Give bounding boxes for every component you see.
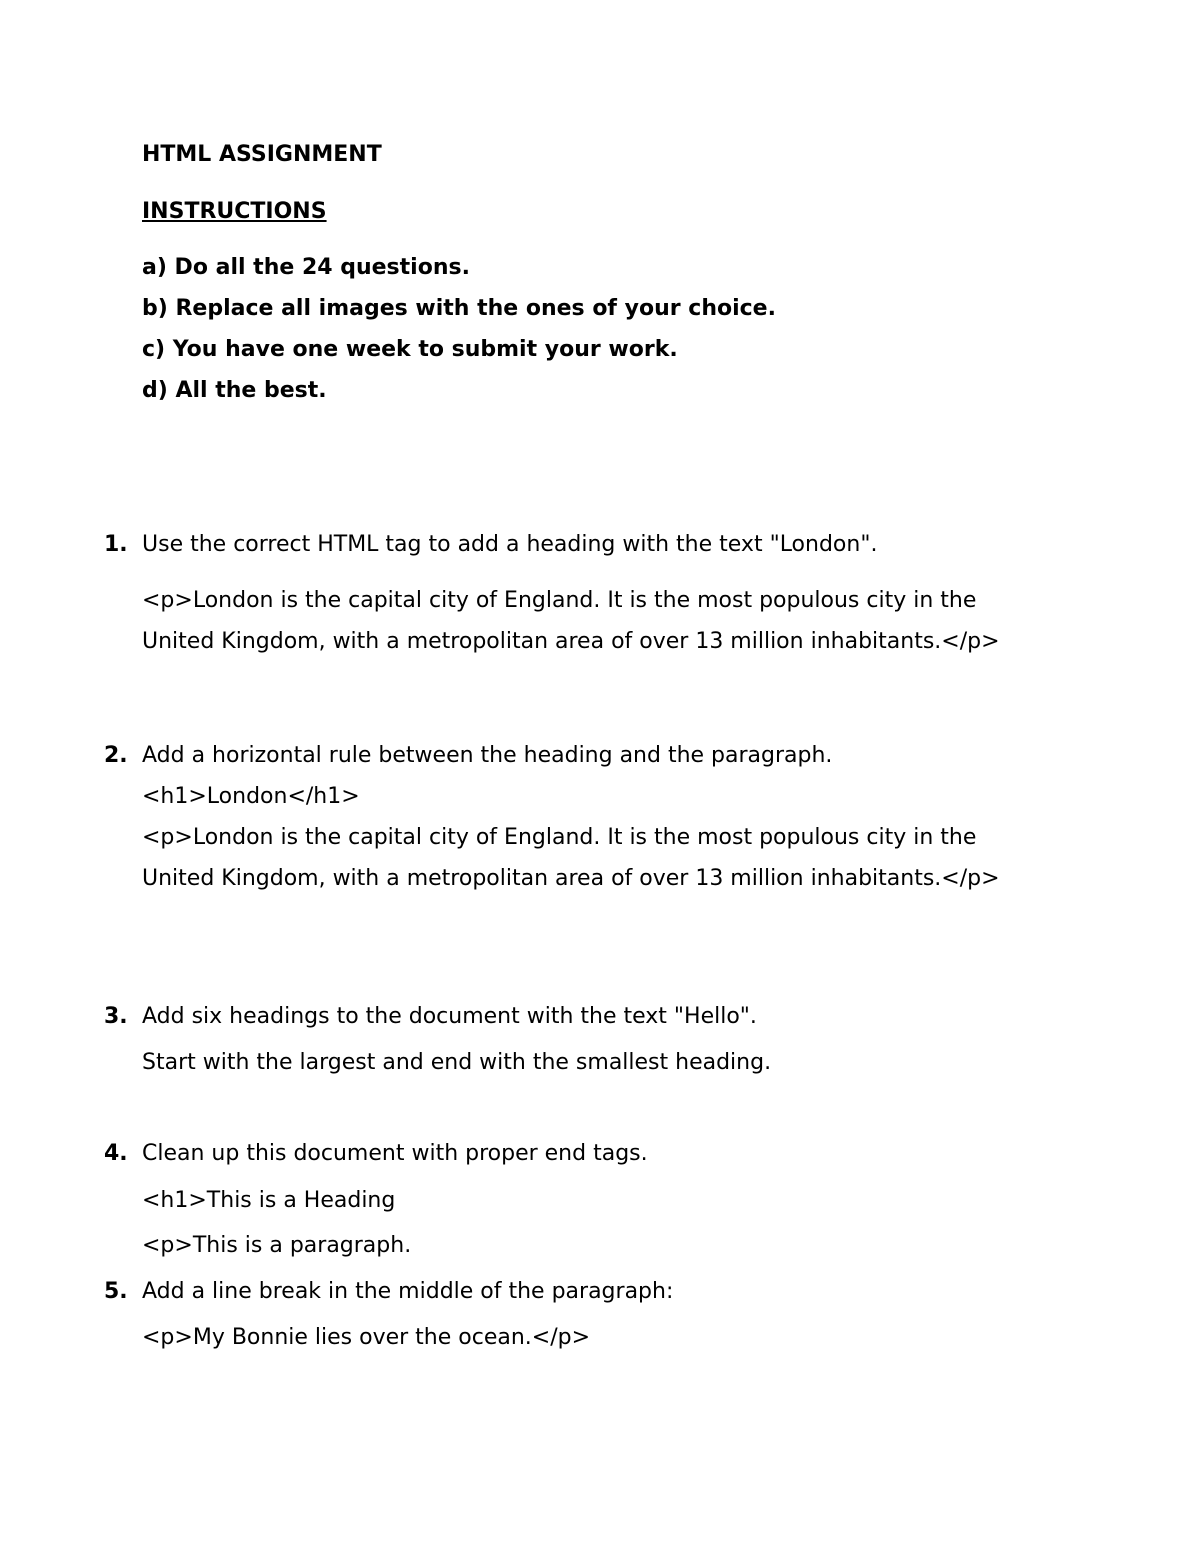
question-2-code-line-3: United Kingdom, with a metropolitan area of over 13 million inhabitants.</p>: [142, 866, 1000, 891]
question-4-code-line-2: <p>This is a paragraph.: [142, 1233, 412, 1258]
document-title: HTML ASSIGNMENT: [142, 142, 382, 167]
question-2-code-line-2: <p>London is the capital city of England. It is the most populous city in the: [142, 825, 977, 850]
question-4-number: 4.: [104, 1141, 128, 1166]
instructions-heading: INSTRUCTIONS: [142, 199, 327, 224]
question-2-prompt: Add a horizontal rule between the heading and the paragraph.: [142, 743, 833, 768]
question-2-code-line-1: <h1>London</h1>: [142, 784, 360, 809]
instruction-item-d: d) All the best.: [142, 378, 327, 403]
question-1-code-line-2: United Kingdom, with a metropolitan area of over 13 million inhabitants.</p>: [142, 629, 1000, 654]
question-5-prompt: Add a line break in the middle of the paragraph:: [142, 1279, 674, 1304]
question-4-code-line-1: <h1>This is a Heading: [142, 1188, 396, 1213]
question-4-prompt: Clean up this document with proper end tags.: [142, 1141, 648, 1166]
question-3-detail: Start with the largest and end with the smallest heading.: [142, 1050, 772, 1075]
question-1-code-line-1: <p>London is the capital city of England. It is the most populous city in the: [142, 588, 977, 613]
question-5-number: 5.: [104, 1279, 128, 1304]
instruction-item-c: c) You have one week to submit your work.: [142, 337, 678, 362]
question-1-number: 1.: [104, 532, 128, 557]
question-1-prompt: Use the correct HTML tag to add a heading with the text "London".: [142, 532, 878, 557]
question-3-prompt: Add six headings to the document with the text "Hello".: [142, 1004, 757, 1029]
question-2-number: 2.: [104, 743, 128, 768]
instruction-item-b: b) Replace all images with the ones of your choice.: [142, 296, 776, 321]
instruction-item-a: a) Do all the 24 questions.: [142, 255, 470, 280]
question-3-number: 3.: [104, 1004, 128, 1029]
question-5-code-line-1: <p>My Bonnie lies over the ocean.</p>: [142, 1325, 591, 1350]
